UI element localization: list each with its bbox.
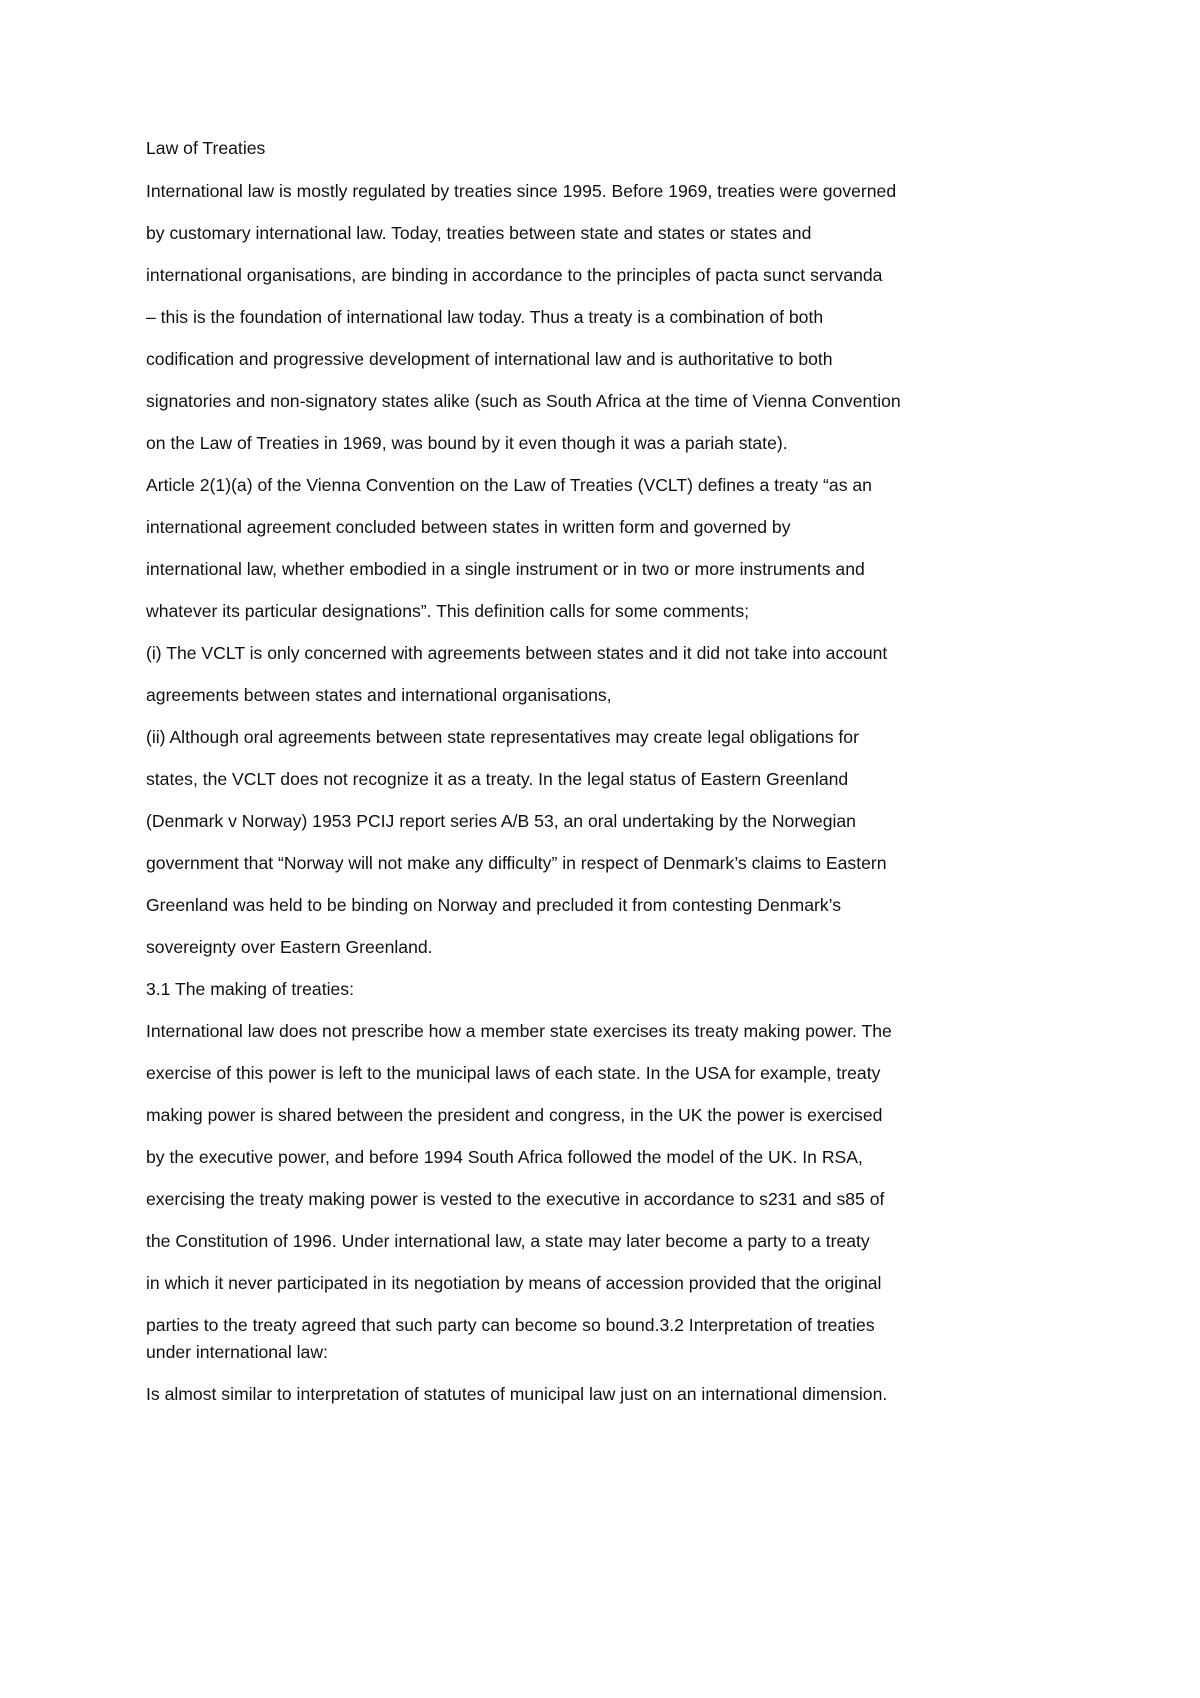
text-line: Greenland was held to be binding on Norway and precluded it from contesting Denmark’s	[146, 895, 842, 915]
text-line: codification and progressive development of international law and is authoritative to both	[146, 349, 833, 369]
text-line: exercise of this power is left to the municipal laws of each state. In the USA for example, treaty	[146, 1063, 881, 1083]
text-line: making power is shared between the president and congress, in the UK the power is exercised	[146, 1105, 883, 1125]
text-line: parties to the treaty agreed that such party can become so bound.3.2 Interpretation of treaties	[146, 1315, 875, 1335]
section-heading: 3.1 The making of treaties:	[146, 979, 354, 999]
text-line: under international law:	[146, 1342, 328, 1362]
text-line: International law is mostly regulated by treaties since 1995. Before 1969, treaties were governed	[146, 181, 897, 201]
text-line: agreements between states and international organisations,	[146, 685, 612, 705]
text-line: – this is the foundation of international law today. Thus a treaty is a combination of both	[146, 307, 824, 327]
text-line: International law does not prescribe how a member state exercises its treaty making power. The	[146, 1021, 892, 1041]
text-line: (ii) Although oral agreements between state representatives may create legal obligations for	[146, 727, 859, 747]
text-line: international organisations, are binding in accordance to the principles of pacta sunct servanda	[146, 265, 883, 285]
text-line: Article 2(1)(a) of the Vienna Convention on the Law of Treaties (VCLT) defines a treaty “as an	[146, 475, 872, 495]
text-line: government that “Norway will not make any difficulty” in respect of Denmark’s claims to Eastern	[146, 853, 887, 873]
document-title: Law of Treaties	[146, 138, 266, 158]
text-line: (i) The VCLT is only concerned with agreements between states and it did not take into account	[146, 643, 888, 663]
text-line: on the Law of Treaties in 1969, was bound by it even though it was a pariah state).	[146, 433, 788, 453]
text-line: states, the VCLT does not recognize it as a treaty. In the legal status of Eastern Greenland	[146, 769, 849, 789]
text-line: by the executive power, and before 1994 South Africa followed the model of the UK. In RSA,	[146, 1147, 863, 1167]
text-line: exercising the treaty making power is vested to the executive in accordance to s231 and s85 of	[146, 1189, 885, 1209]
text-line: whatever its particular designations”. This definition calls for some comments;	[146, 601, 750, 621]
text-line: international law, whether embodied in a single instrument or in two or more instruments and	[146, 559, 865, 579]
text-line: international agreement concluded between states in written form and governed by	[146, 517, 791, 537]
text-line: (Denmark v Norway) 1953 PCIJ report series A/B 53, an oral undertaking by the Norwegian	[146, 811, 856, 831]
text-line: the Constitution of 1996. Under international law, a state may later become a party to a treaty	[146, 1231, 870, 1251]
text-line: in which it never participated in its negotiation by means of accession provided that the original	[146, 1273, 882, 1293]
text-line: by customary international law. Today, treaties between state and states or states and	[146, 223, 812, 243]
text-line: sovereignty over Eastern Greenland.	[146, 937, 433, 957]
text-line: Is almost similar to interpretation of statutes of municipal law just on an international dimension.	[146, 1384, 888, 1404]
text-line: signatories and non-signatory states alike (such as South Africa at the time of Vienna Convention	[146, 391, 901, 411]
